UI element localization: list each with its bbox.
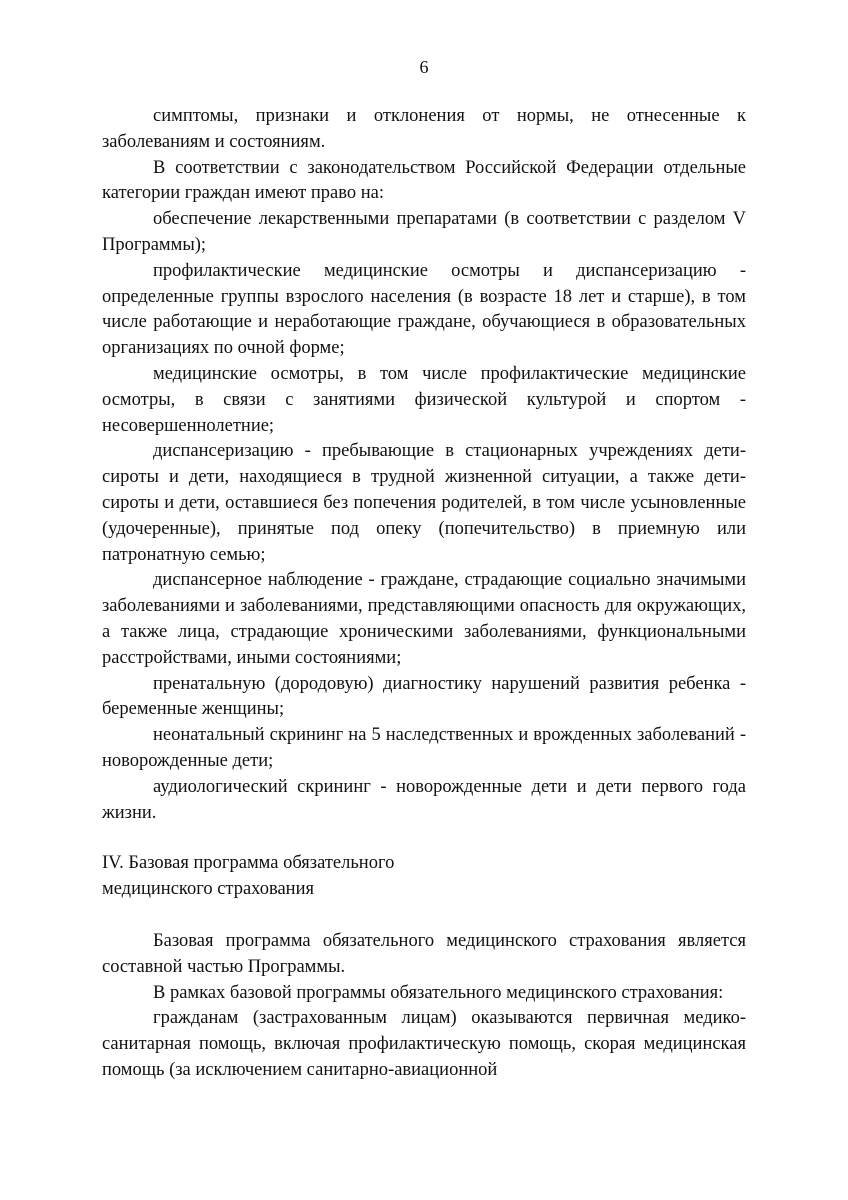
paragraph: Базовая программа обязательного медицинского страхования является составной частью Программы. [102, 930, 746, 977]
section-heading [102, 851, 746, 903]
paragraph: симптомы, признаки и отклонения от нормы, не отнесенные к заболеваниям и состояниям. [102, 106, 746, 152]
section-heading-line-2: медицинского страхования [102, 879, 314, 900]
paragraph: В соответствии с законодательством Российской Федерации отдельные категории граждан имеют право на: [102, 157, 746, 204]
paragraph: аудиологический скрининг - новорожденные дети и дети первого года жизни. [102, 776, 746, 823]
document-body [102, 104, 746, 1084]
paragraph: диспансерное наблюдение - граждане, страдающие социально значимыми заболеваниями и заболеваниями, представляющими опасность для окружающих, а также лица, страдающие хроническими заболеваниями, функциональными расстройствами, иными состояниями; [102, 570, 746, 668]
page-number: 6 [419, 57, 429, 77]
paragraph: медицинские осмотры, в том числе профилактические медицинские осмотры, в связи с занятиями физической культурой и спортом - несовершеннолетние; [102, 363, 746, 436]
paragraph: гражданам (застрахованным лицам) оказываются первичная медико-санитарная помощь, включая профилактическую помощь, скорая медицинская помощь (за исключением санитарно-авиационной [102, 1008, 746, 1080]
paragraph: диспансеризацию - пребывающие в стационарных учреждениях дети-сироты и дети, находящиеся в трудной жизненной ситуации, а также дети-сироты и дети, оставшиеся без попечения родителей, в том числе усыновленные (удочеренные), принятые под опеку (попечительство) в приемную или патронатную семью; [102, 441, 746, 565]
paragraph: профилактические медицинские осмотры и диспансеризацию - определенные группы взрослого населения (в возрасте 18 лет и старше), в том числе работающие и неработающие граждане, обучающиеся в образовательных организациях по очной форме; [102, 260, 746, 359]
paragraph: В рамках базовой программы обязательного медицинского страхования: [153, 982, 724, 1003]
paragraph: неонатальный скрининг на 5 наследственных и врожденных заболеваний - новорожденные дети; [102, 725, 746, 771]
section-heading-line-1: IV. Базовая программа обязательного [102, 853, 395, 874]
paragraph: обеспечение лекарственными препаратами (в соответствии с разделом V Программы); [102, 209, 746, 255]
paragraph: пренатальную (дородовую) диагностику нарушений развития ребенка - беременные женщины; [102, 673, 746, 720]
